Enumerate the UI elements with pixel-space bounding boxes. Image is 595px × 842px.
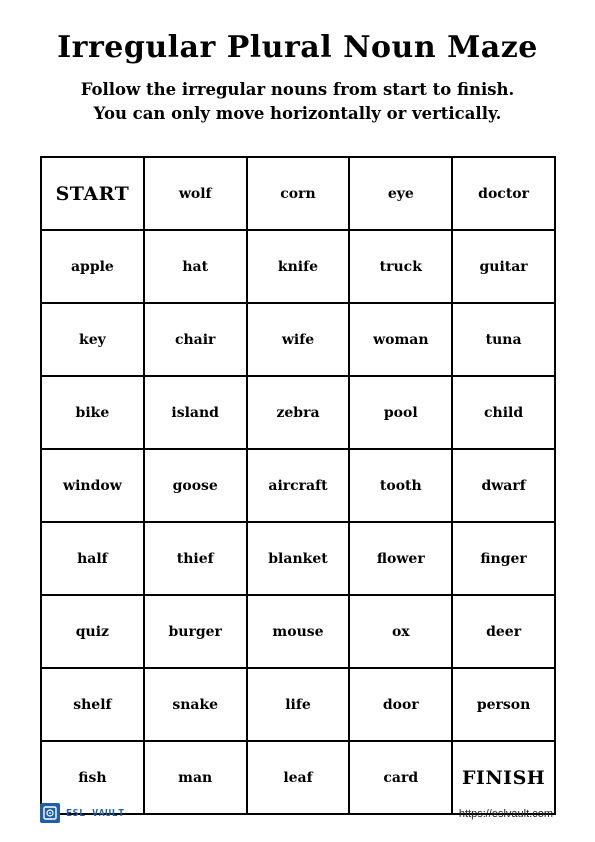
maze-cell: tooth — [349, 449, 452, 522]
maze-cell: knife — [247, 230, 350, 303]
instruction-line-2: You can only move horizontally or vertically. — [93, 104, 502, 123]
maze-cell: quiz — [41, 595, 144, 668]
maze-cell: goose — [144, 449, 247, 522]
maze-cell: half — [41, 522, 144, 595]
maze-cell: island — [144, 376, 247, 449]
maze-cell: window — [41, 449, 144, 522]
maze-cell: burger — [144, 595, 247, 668]
maze-cell: door — [349, 668, 452, 741]
maze-cell: child — [452, 376, 555, 449]
maze-cell: dwarf — [452, 449, 555, 522]
instructions — [0, 78, 595, 126]
maze-cell: wife — [247, 303, 350, 376]
maze-row — [41, 449, 555, 522]
maze-cell-finish: FINISH — [452, 741, 555, 814]
maze-cell: aircraft — [247, 449, 350, 522]
maze-cell: finger — [452, 522, 555, 595]
maze-cell-start: START — [41, 157, 144, 230]
maze-cell: fish — [41, 741, 144, 814]
maze-cell: wolf — [144, 157, 247, 230]
maze-cell: shelf — [41, 668, 144, 741]
page-title: Irregular Plural Noun Maze — [57, 30, 538, 65]
maze-row — [41, 668, 555, 741]
maze-cell: thief — [144, 522, 247, 595]
maze-cell: hat — [144, 230, 247, 303]
maze-cell: chair — [144, 303, 247, 376]
footer-url[interactable]: https://eslvault.com — [458, 808, 553, 820]
maze-cell: flower — [349, 522, 452, 595]
maze-cell: ox — [349, 595, 452, 668]
maze-row — [41, 303, 555, 376]
brand-name: ESL VAULT — [66, 807, 125, 819]
maze-grid — [40, 156, 556, 815]
maze-cell: life — [247, 668, 350, 741]
maze-cell: eye — [349, 157, 452, 230]
maze-row — [41, 230, 555, 303]
maze-cell: key — [41, 303, 144, 376]
maze-cell: man — [144, 741, 247, 814]
maze-cell: snake — [144, 668, 247, 741]
maze-cell: pool — [349, 376, 452, 449]
esl-vault-logo-icon — [40, 803, 60, 823]
maze-cell: deer — [452, 595, 555, 668]
maze-cell: mouse — [247, 595, 350, 668]
maze-row — [41, 522, 555, 595]
maze-row — [41, 595, 555, 668]
maze-cell: leaf — [247, 741, 350, 814]
maze-cell: person — [452, 668, 555, 741]
maze-cell: blanket — [247, 522, 350, 595]
maze-cell: truck — [349, 230, 452, 303]
maze-row — [41, 376, 555, 449]
maze-cell: zebra — [247, 376, 350, 449]
maze-cell: doctor — [452, 157, 555, 230]
maze-cell: guitar — [452, 230, 555, 303]
maze-cell: apple — [41, 230, 144, 303]
maze-row — [41, 157, 555, 230]
brand-logo — [40, 803, 125, 823]
maze-cell: bike — [41, 376, 144, 449]
instruction-line-1: Follow the irregular nouns from start to finish. — [80, 80, 515, 99]
maze-cell: card — [349, 741, 452, 814]
maze-cell: woman — [349, 303, 452, 376]
maze-cell: corn — [247, 157, 350, 230]
maze-cell: tuna — [452, 303, 555, 376]
